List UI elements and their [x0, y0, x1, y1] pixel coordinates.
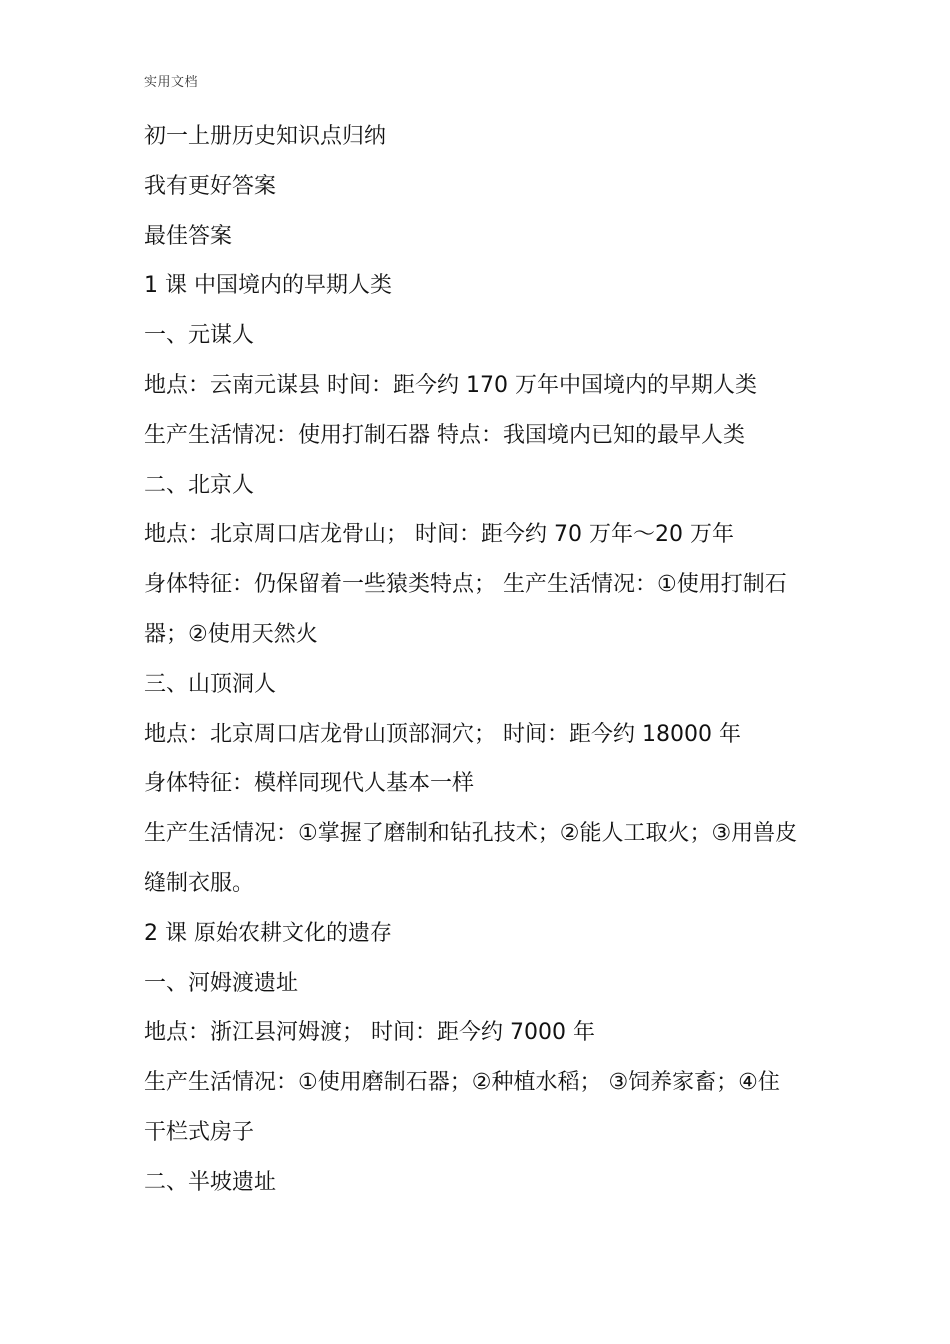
text-line: 器；②使用天然火 [144, 621, 318, 647]
text-line: 地点：北京周口店龙骨山顶部洞穴； 时间：距今约 18000 年 [144, 721, 741, 747]
text-line: 我有更好答案 [144, 173, 277, 199]
text-line: 生产生活情况：①掌握了磨制和钻孔技术；②能人工取火；③用兽皮 [144, 821, 798, 847]
lesson-heading: 1 课 中国境内的早期人类 [144, 273, 392, 299]
doc-title: 初一上册历史知识点归纳 [144, 124, 387, 149]
section-heading: 三、山顶洞人 [144, 671, 277, 697]
text-line: 身体特征：仍保留着一些猿类特点； 生产生活情况：①使用打制石 [144, 572, 787, 598]
text-line: 缝制衣服。 [144, 870, 255, 896]
text-line: 生产生活情况：使用打制石器 特点：我国境内已知的最早人类 [144, 422, 745, 448]
text-line: 最佳答案 [144, 223, 233, 249]
section-heading: 一、元谋人 [144, 323, 255, 349]
text-line: 地点：云南元谋县 时间：距今约 170 万年中国境内的早期人类 [144, 372, 757, 398]
text-line: 身体特征：模样同现代人基本一样 [144, 771, 475, 797]
text-line: 干栏式房子 [144, 1119, 255, 1145]
document-body [144, 112, 816, 1208]
section-heading: 二、北京人 [144, 472, 255, 498]
section-heading: 二、半坡遗址 [144, 1169, 277, 1195]
lesson-heading: 2 课 原始农耕文化的遗存 [144, 920, 392, 946]
text-line: 地点：浙江县河姆渡； 时间：距今约 7000 年 [144, 1020, 595, 1046]
text-line: 地点：北京周口店龙骨山； 时间：距今约 70 万年～20 万年 [144, 522, 734, 548]
text-line: 生产生活情况：①使用磨制石器；②种植水稻； ③饲养家畜；④住 [144, 1070, 780, 1096]
page-header: 实用文档 [144, 75, 199, 90]
section-heading: 一、河姆渡遗址 [144, 970, 299, 996]
